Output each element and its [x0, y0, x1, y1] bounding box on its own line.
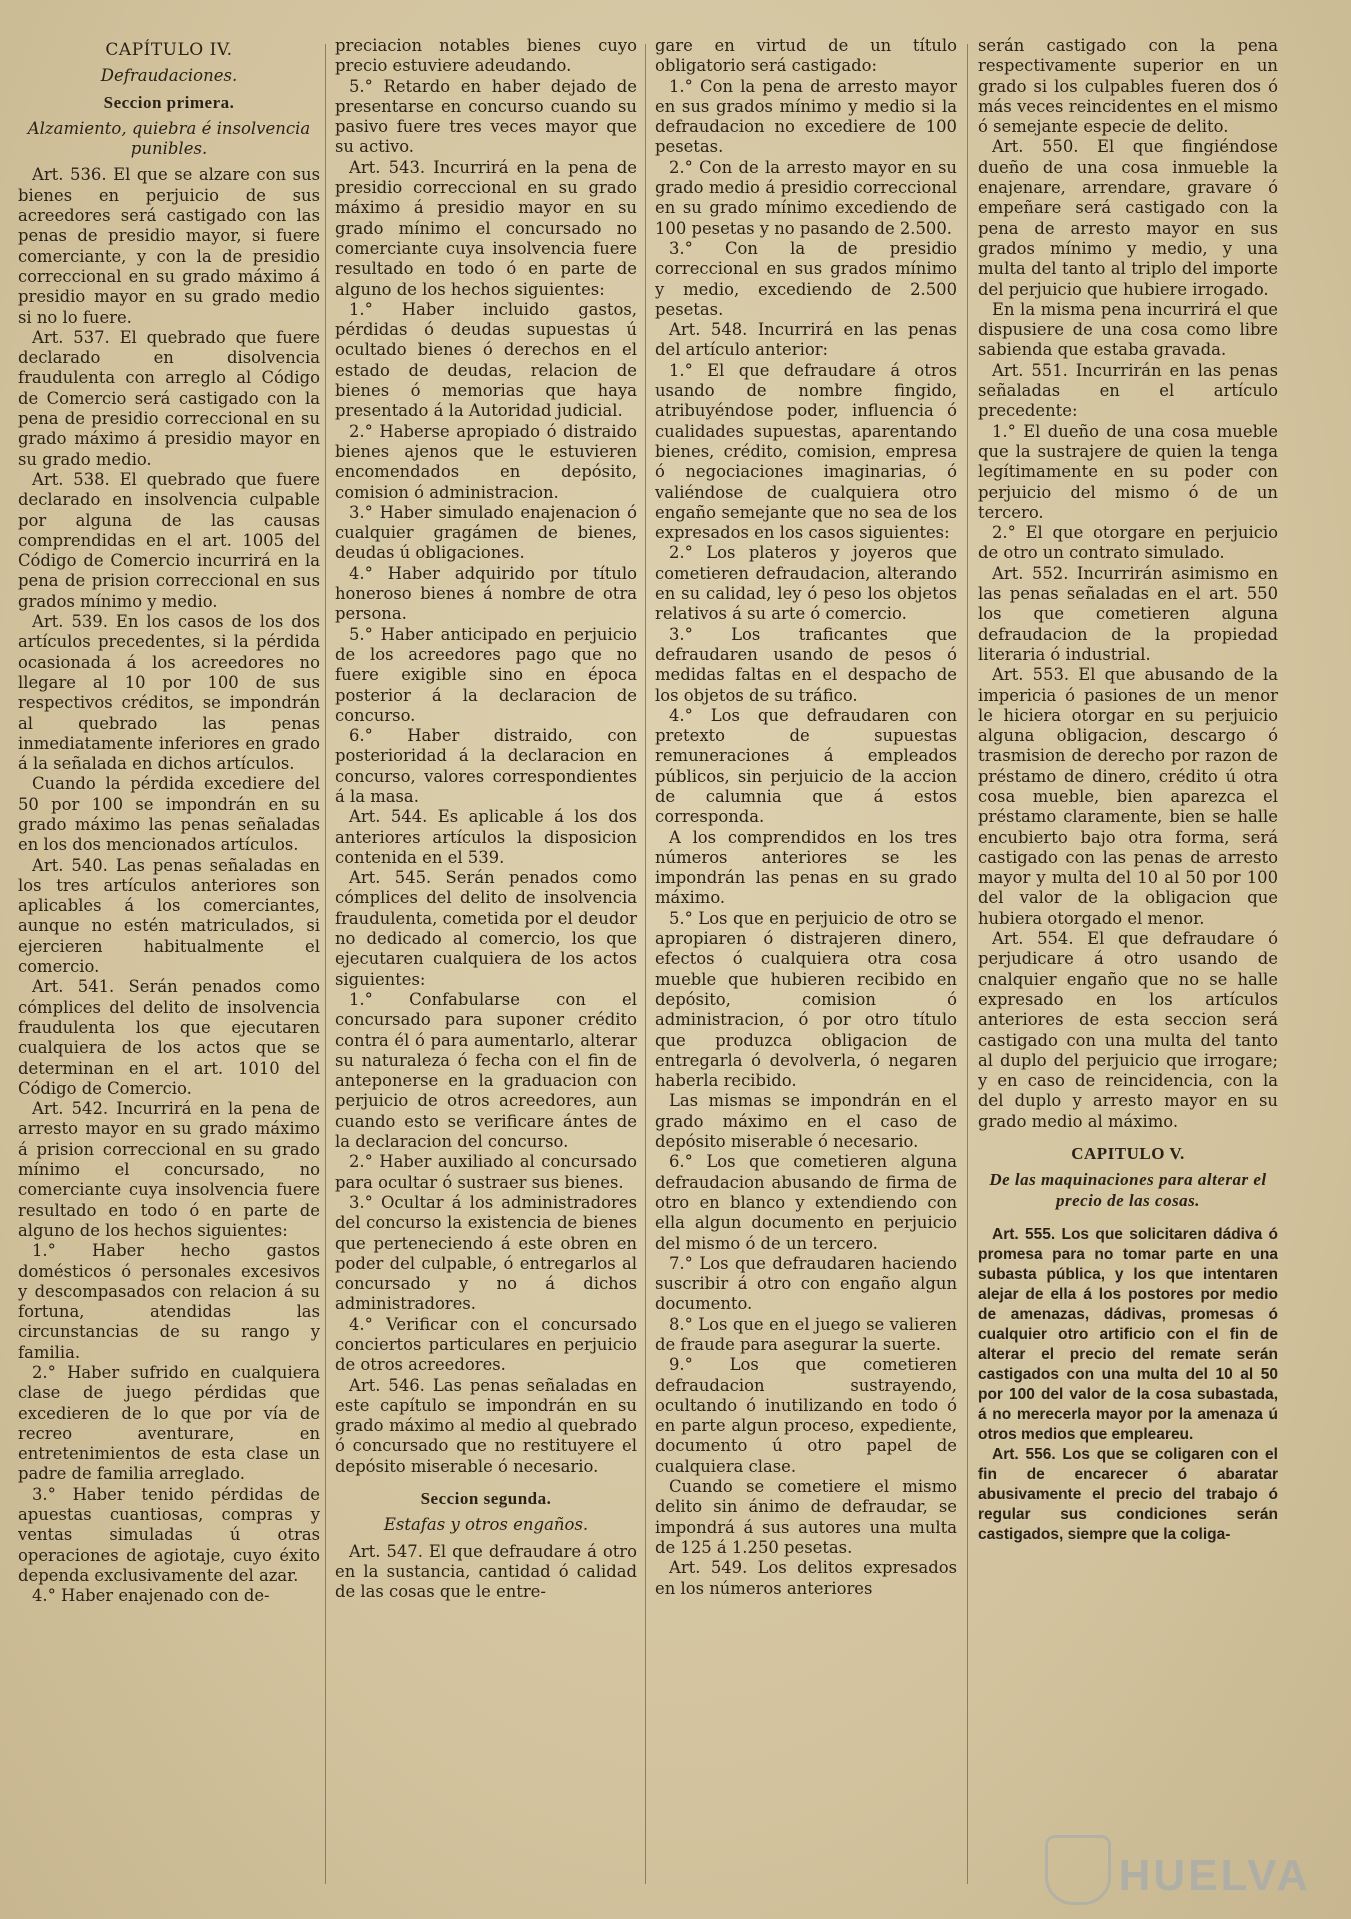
paragraph: 1.° El dueño de una cosa mueble que la sustrajere de quien la tenga legítimamente en su poder con perjuicio del mismo ó de un tercero. [978, 421, 1278, 522]
section-heading: Seccion primera. [103, 92, 235, 112]
section-heading: Defraudaciones. [100, 66, 238, 86]
column-rule [325, 44, 326, 1884]
paragraph: Art. 538. El quebrado que fuere declarado en insolvencia culpable por alguna de las causas comprendidas en el art. 1005 del Código de Comercio incurrirá en la pena de prision correccional en sus grados mínimo y medio. [18, 469, 320, 611]
paragraph: 2.° Haberse apropiado ó distraido bienes ajenos que le estuvieren encomendados en depósito, comision ó administracion. [335, 421, 637, 502]
paragraph: Art. 545. Serán penados como cómplices del delito de insolvencia fraudulenta, cometida por el deudor no dedicado al comercio, los que ejecutaren cualquiera de los actos siguientes: [335, 868, 637, 989]
section-heading: CAPITULO V. [1071, 1144, 1185, 1164]
paragraph: En la misma pena incurrirá el que dispusiere de una cosa como libre sabienda que estaba gravada. [978, 299, 1278, 360]
paragraph: Art. 547. El que defraudare á otro en la sustancia, cantidad ó calidad de las cosas que le entre- [335, 1541, 637, 1602]
paragraph: 1.° Con la pena de arresto mayor en sus grados mínimo y medio si la defraudacion no excediere de 100 pesetas. [655, 76, 957, 157]
paragraph: 6.° Los que cometieren alguna defraudacion abusando de firma de otro en blanco y extendiendo con ella algun documento en perjuicio del mismo ó de un tercero. [655, 1152, 957, 1253]
paragraph: Art. 550. El que fingiéndose dueño de una cosa inmueble la enajenare, arrendare, gravare ó empeñare será castigado con la pena de arresto mayor en sus grados mínimo y medio, y una multa del tanto al triplo del importe del perjuicio que hubiere irrogado. [978, 137, 1278, 299]
paragraph: Cuando la pérdida excediere del 50 por 100 se impondrán en su grado máximo las penas señaladas en los dos mencionados artículos. [18, 774, 320, 855]
paragraph: Art. 552. Incurrirán asimismo en las penas señaladas en el art. 550 los que cometieren alguna defraudacion de la propiedad literaria ó industrial. [978, 563, 1278, 664]
paragraph: 2.° Haber auxiliado al concursado para ocultar ó sustraer sus bienes. [335, 1152, 637, 1192]
paragraph: Art. 537. El quebrado que fuere declarado en disolvencia fraudulenta con arreglo al Código de Comercio será castigado con la pena de presidio correccional en su grado máximo á presidio mayor en su grado medio. [18, 327, 320, 469]
paragraph: 5.° Los que en perjuicio de otro se apropiaren ó distrajeren dinero, efectos ó cualquiera otra cosa mueble que hubieren recibido en depósito, comision ó administracion, ó por otro título que produzca obligacion de entregarla ó devolverla, ó negaren haberla recibido. [655, 908, 957, 1091]
paragraph: Art. 546. Las penas señaladas en este capítulo se impondrán en su grado máximo al medio al quebrado ó concursado que no restituyere el depósito miserable ó necesario. [335, 1375, 637, 1476]
paragraph: 2.° Haber sufrido en cualquiera clase de juego pérdidas que excedieren de lo que por vía de recreo aventurare, en entretenimientos de esta clase un padre de familia arreglado. [18, 1363, 320, 1484]
column-rule [967, 44, 968, 1884]
paragraph: Art. 556. Los que se coligaren con el fin de encarecer ó abaratar abusivamente el precio del trabajo ó regular sus condiciones serán castigados, siempre que la coliga- [978, 1445, 1278, 1543]
text-column-4 [978, 36, 1278, 1906]
column-rule [645, 44, 646, 1884]
paragraph: Art. 540. Las penas señaladas en los tres artículos anteriores son aplicables á los comerciantes, aunque no estén matriculados, si ejercieren habitualmente el comercio. [18, 855, 320, 977]
paragraph: gare en virtud de un título obligatorio será castigado: [655, 36, 957, 76]
paragraph: preciacion notables bienes cuyo precio estuviere adeudando. [335, 36, 637, 76]
paragraph: 6.° Haber distraido, con posterioridad á la declaracion en concurso, valores correspondientes á la masa. [335, 726, 637, 806]
paragraph: Art. 544. Es aplicable á los dos anteriores artículos la disposicion contenida en el 539. [335, 807, 637, 867]
paragraph: Art. 548. Incurrirá en las penas del artículo anterior: [655, 320, 957, 360]
paragraph: 5.° Haber anticipado en perjuicio de los acreedores pago que no fuere exigible sino en época posterior á la declaracion de concurso. [335, 624, 637, 725]
paragraph: 3.° Haber simulado enajenacion ó cualquier gragámen de bienes, deudas ú obligaciones. [335, 502, 637, 563]
watermark-text: HUELVA [1118, 1851, 1311, 1900]
paragraph: 4.° Haber enajenado con de- [32, 1586, 270, 1606]
text-column-3 [655, 36, 957, 1906]
paragraph: Art. 555. Los que solicitaren dádiva ó promesa para no tomar parte en una subasta pública, y los que intentaren alejar de ella á los postores por medio de amenazas, dádivas, promesas ó cualquier otro artificio con el fin de alterar el precio del remate serán castigados con una multa del 10 al 50 por 100 del valor de la cosa subastada, á no merecerla mayor por la amenaza ú otros medios que empleareu. [978, 1225, 1278, 1443]
paragraph: 2.° Los plateros y joyeros que cometieren defraudacion, alterando en su calidad, ley ó peso los objetos relativos á su arte ó comercio. [655, 543, 957, 624]
paragraph: 4.° Haber adquirido por título honeroso bienes á nombre de otra persona. [335, 563, 637, 624]
paragraph: Art. 542. Incurrirá en la pena de arresto mayor en su grado máximo á prision correccional en su grado mínimo el concursado, no comerciante cuya insolvencia fuere resultado en todo ó en parte de alguno de los hechos siguientes: [18, 1099, 320, 1240]
paragraph: 5.° Retardo en haber dejado de presentarse en concurso cuando su pasivo fuere tres veces mayor que su activo. [335, 76, 637, 157]
paragraph: Las mismas se impondrán en el grado máximo en el caso de depósito miserable ó necesario. [655, 1091, 957, 1152]
paragraph: 7.° Los que defraudaren haciendo suscribir á otro con engaño algun documento. [655, 1253, 957, 1314]
paragraph: serán castigado con la pena respectivamente superior en un grado si los culpables fueren dos ó más veces reincidentes en el mismo ó semejante especie de delito. [978, 36, 1278, 137]
paragraph: 9.° Los que cometieren defraudacion sustrayendo, ocultando ó inutilizando en todo ó en parte algun proceso, expediente, documento ú otro papel de cualquiera clase. [655, 1355, 957, 1476]
paragraph: Art. 551. Incurrirán en las penas señaladas en el artículo precedente: [978, 360, 1278, 421]
paragraph: Art. 539. En los casos de los dos artículos precedentes, si la pérdida ocasionada á los acreedores no llegare al 10 por 100 de sus respectivos créditos, se impondrán al quebrado las penas inmediatamente inferiores en grado á la señalada en dichos artículos. [18, 612, 320, 774]
paragraph: A los comprendidos en los tres números anteriores se les impondrán las penas en su grado máximo. [655, 827, 957, 908]
paragraph: 1.° Haber incluido gastos, pérdidas ó deudas supuestas ú ocultado bienes ó derechos en el estado de deudas, relacion de bienes ó memorias que haya presentado á la Autoridad judicial. [335, 299, 637, 421]
paragraph: 1.° Confabularse con el concursado para suponer crédito contra él ó para aumentarlo, alterar su naturaleza ó fecha con el fin de anteponerse en la graduacion con perjuicio de otros acreedores, aun cuando esto se verificare ántes de la declaracion del concurso. [335, 989, 637, 1152]
paragraph: 4.° Los que defraudaren con pretexto de supuestas remuneraciones á empleados públicos, sin perjuicio de la accion de calumnia que á estos corresponda. [655, 705, 957, 827]
text-column-1 [18, 36, 320, 1906]
paragraph: Art. 554. El que defraudare ó perjudicare á otro usando de cnalquier engaño que no se halle expresado en los artículos anteriores de esta seccion será castigado con una multa del tanto al duplo del perjuicio que irrogare; y en caso de reincidencia, con la del duplo y arresto mayor en su grado medio al máximo. [978, 929, 1278, 1131]
section-heading: Estafas y otros engaños. [383, 1515, 589, 1535]
section-heading: Seccion segunda. [420, 1489, 552, 1509]
paragraph: Cuando se cometiere el mismo delito sin ánimo de defraudar, se impondrá á sus autores una multa de 125 á 1.250 pesetas. [655, 1477, 957, 1557]
paragraph: 3.° Con la de presidio correccional en sus grados mínimo y medio, excediendo de 2.500 pesetas. [655, 238, 957, 319]
section-heading: CAPÍTULO IV. [105, 40, 233, 60]
paragraph: Art. 536. El que se alzare con sus bienes en perjuicio de sus acreedores será castigado con las penas de presidio mayor, si fuere comerciante, y con la de presidio correccional en su grado máximo á presidio mayor en su grado medio si no lo fuere. [18, 165, 320, 327]
paragraph: 2.° El que otorgare en perjuicio de otro un contrato simulado. [978, 523, 1278, 563]
paragraph: 3.° Los traficantes que defraudaren usando de pesos ó medidas faltas en el despacho de los objetos de su tráfico. [655, 624, 957, 705]
paragraph: 8.° Los que en el juego se valieren de fraude para asegurar la suerte. [655, 1314, 957, 1354]
spacer [978, 1217, 1278, 1225]
paragraph: 2.° Con de la arresto mayor en su grado medio á presidio correccional en su grado mínimo excediendo de 100 pesetas y no pasando de 2.500. [655, 157, 957, 238]
paragraph: Art. 549. Los delitos expresados en los números anteriores [655, 1558, 957, 1598]
paragraph: 1.° Haber hecho gastos domésticos ó personales excesivos y descompasados con relacion á su fortuna, atendidas las circunstancias de su rango y familia. [18, 1241, 320, 1362]
spacer [335, 1477, 637, 1485]
paragraph: Art. 543. Incurrirá en la pena de presidio correccional en su grado máximo á presidio mayor en su grado mínimo el concursado no comerciante cuya insolvencia fuere resultado en todo ó en parte de alguno de los hechos siguientes: [335, 157, 637, 299]
library-seal-icon [1045, 1835, 1111, 1905]
paragraph: Art. 541. Serán penados como cómplices del delito de insolvencia fraudulenta los que ejecutaren cualquiera de los actos que se determinan en el art. 1010 del Código de Comercio. [18, 977, 320, 1098]
paragraph: Art. 553. El que abusando de la impericia ó pasiones de un menor le hiciera otorgar en su perjuicio alguna obligacion, descargo ó trasmision de derecho por razon de préstamo de dinero, crédito ú otra cosa mueble, bien aparezca el préstamo claramente, bien se halle encubierto bajo otra forma, será castigado con las penas de arresto mayor y multa del 10 al 50 por 100 del valor de la obligacion que hubiera otorgado el menor. [978, 665, 1278, 928]
paragraph: 3.° Haber tenido pérdidas de apuestas cuantiosas, compras y ventas simuladas ú otras operaciones de agiotaje, cuyo éxito dependa exclusivamente del azar. [18, 1484, 320, 1585]
section-heading: De las maquinaciones para alterar el precio de las cosas. [989, 1170, 1267, 1210]
paragraph: 4.° Verificar con el concursado conciertos particulares en perjuicio de otros acreedores. [335, 1314, 637, 1375]
section-heading: Alzamiento, quiebra é insolvencia punibles. [27, 118, 311, 159]
paragraph: 1.° El que defraudare á otros usando de nombre fingido, atribuyéndose poder, influencia ó cualidades supuestas, aparentando bienes, crédito, comision, empresa ó negociaciones imaginarias, ó valiéndose de cualquiera otro engaño semejante que no sea de los expresados en los casos siguientes: [655, 360, 957, 543]
text-column-2 [335, 36, 637, 1906]
spacer [978, 1132, 1278, 1140]
paragraph: 3.° Ocultar á los administradores del concurso la existencia de bienes que perteneciendo á este obren en poder del culpable, ó entregarlos al concursado y no á dichos administradores. [335, 1192, 637, 1314]
